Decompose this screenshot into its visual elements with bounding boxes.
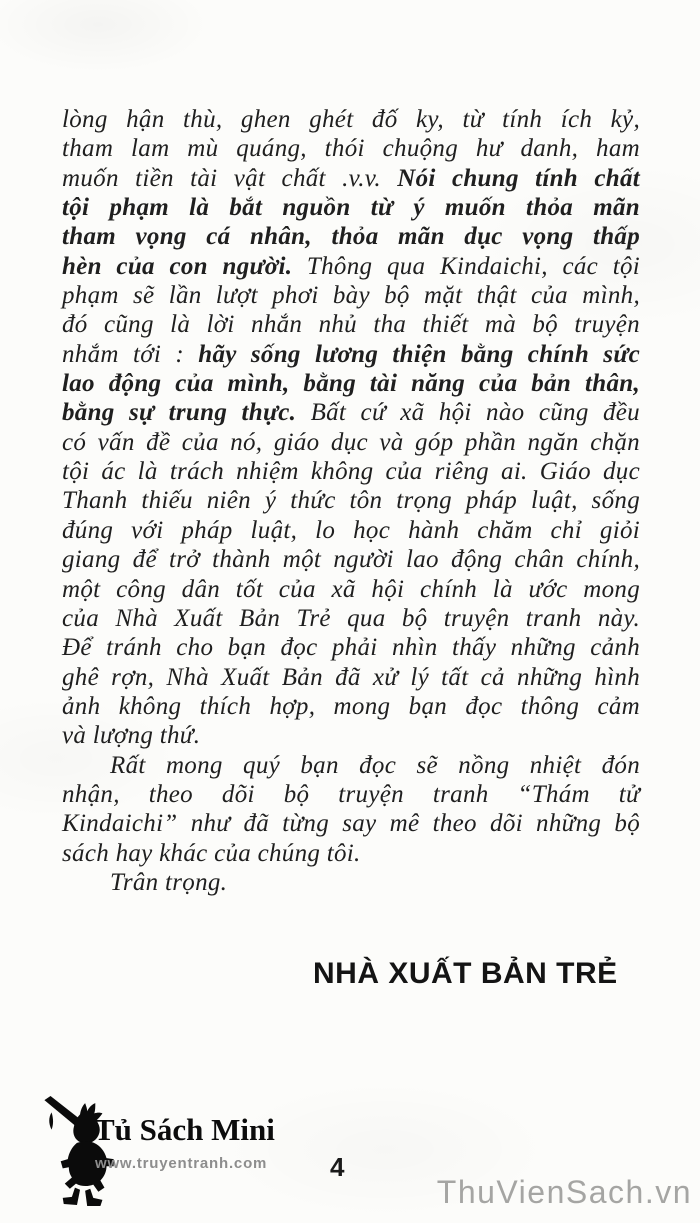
text-line: tội phạm là bắt nguồn từ ý muốn thỏa mãn xyxy=(62,194,640,222)
text-line: lao động của mình, bằng tài năng của bản thân, xyxy=(62,370,640,398)
text-line: nhận, theo dõi bộ truyện tranh “Thám tử xyxy=(62,780,640,808)
text-line: Thanh thiếu niên ý thức tôn trọng pháp luật, sống xyxy=(62,487,640,515)
text-line: Kindaichi” như đã từng say mê theo dõi những bộ xyxy=(62,810,640,838)
text-line: bằng sự trung thực. Bất cứ xã hội nào cũng đều xyxy=(62,399,640,427)
text-line: tội ác là trách nhiệm không của riêng ai. Giáo dục xyxy=(62,458,640,486)
page-number: 4 xyxy=(330,1152,345,1182)
text-line: muốn tiền tài vật chất .v.v. Nói chung tính chất xyxy=(62,164,641,192)
site-watermark: ThuVienSach.vn xyxy=(436,1174,692,1210)
series-logo-url: www.truyentranh.com xyxy=(95,1155,268,1172)
text-line: đúng với pháp luật, lo học hành chăm chỉ giỏi xyxy=(62,516,640,544)
text-line: và lượng thứ. xyxy=(62,722,201,750)
text-line: lòng hận thù, ghen ghét đố ky, từ tính ích kỷ, xyxy=(62,106,640,133)
text-line: tham lam mù quáng, thói chuộng hư danh, ham xyxy=(62,135,640,163)
text-line: hèn của con người. Thông qua Kindaichi, các tội xyxy=(62,252,640,280)
text-line: ảnh không thích hợp, mong bạn đọc thông cảm xyxy=(62,692,640,720)
series-logo-title: Tủ Sách Mini xyxy=(94,1112,275,1147)
text-line: ghê rợn, Nhà Xuất Bản đã xử lý tất cả những hình xyxy=(62,663,640,691)
text-line: của Nhà Xuất Bản Trẻ qua bộ truyện tranh này. xyxy=(62,604,640,632)
text-line: phạm sẽ lần lượt phơi bày bộ mặt thật của mình, xyxy=(62,282,640,310)
page-body-text xyxy=(62,105,640,897)
text-line: đó cũng là lời nhắn nhủ tha thiết mà bộ truyện xyxy=(62,311,640,339)
text-line: một công dân tốt của xã hội chính là ước mong xyxy=(62,575,640,603)
text-line: tham vọng cá nhân, thỏa mãn dục vọng thấp xyxy=(62,223,640,251)
text-line: Rất mong quý bạn đọc sẽ nồng nhiệt đón xyxy=(110,751,640,779)
text-line: nhắm tới : hãy sống lương thiện bằng chính sức xyxy=(62,340,640,368)
chibi-character-with-pole-icon xyxy=(32,1094,124,1206)
text-line: Để tránh cho bạn đọc phải nhìn thấy những cảnh xyxy=(62,634,640,662)
text-line: sách hay khác của chúng tôi. xyxy=(62,839,361,867)
text-line: có vấn đề của nó, giáo dục và góp phần ngăn chặn xyxy=(62,428,640,456)
text-line: Trân trọng. xyxy=(110,868,228,896)
publisher-heading: NHÀ XUẤT BẢN TRẺ xyxy=(313,957,618,990)
series-logo xyxy=(30,1092,290,1210)
text-line: giang để trở thành một người lao động chân chính, xyxy=(62,546,640,574)
